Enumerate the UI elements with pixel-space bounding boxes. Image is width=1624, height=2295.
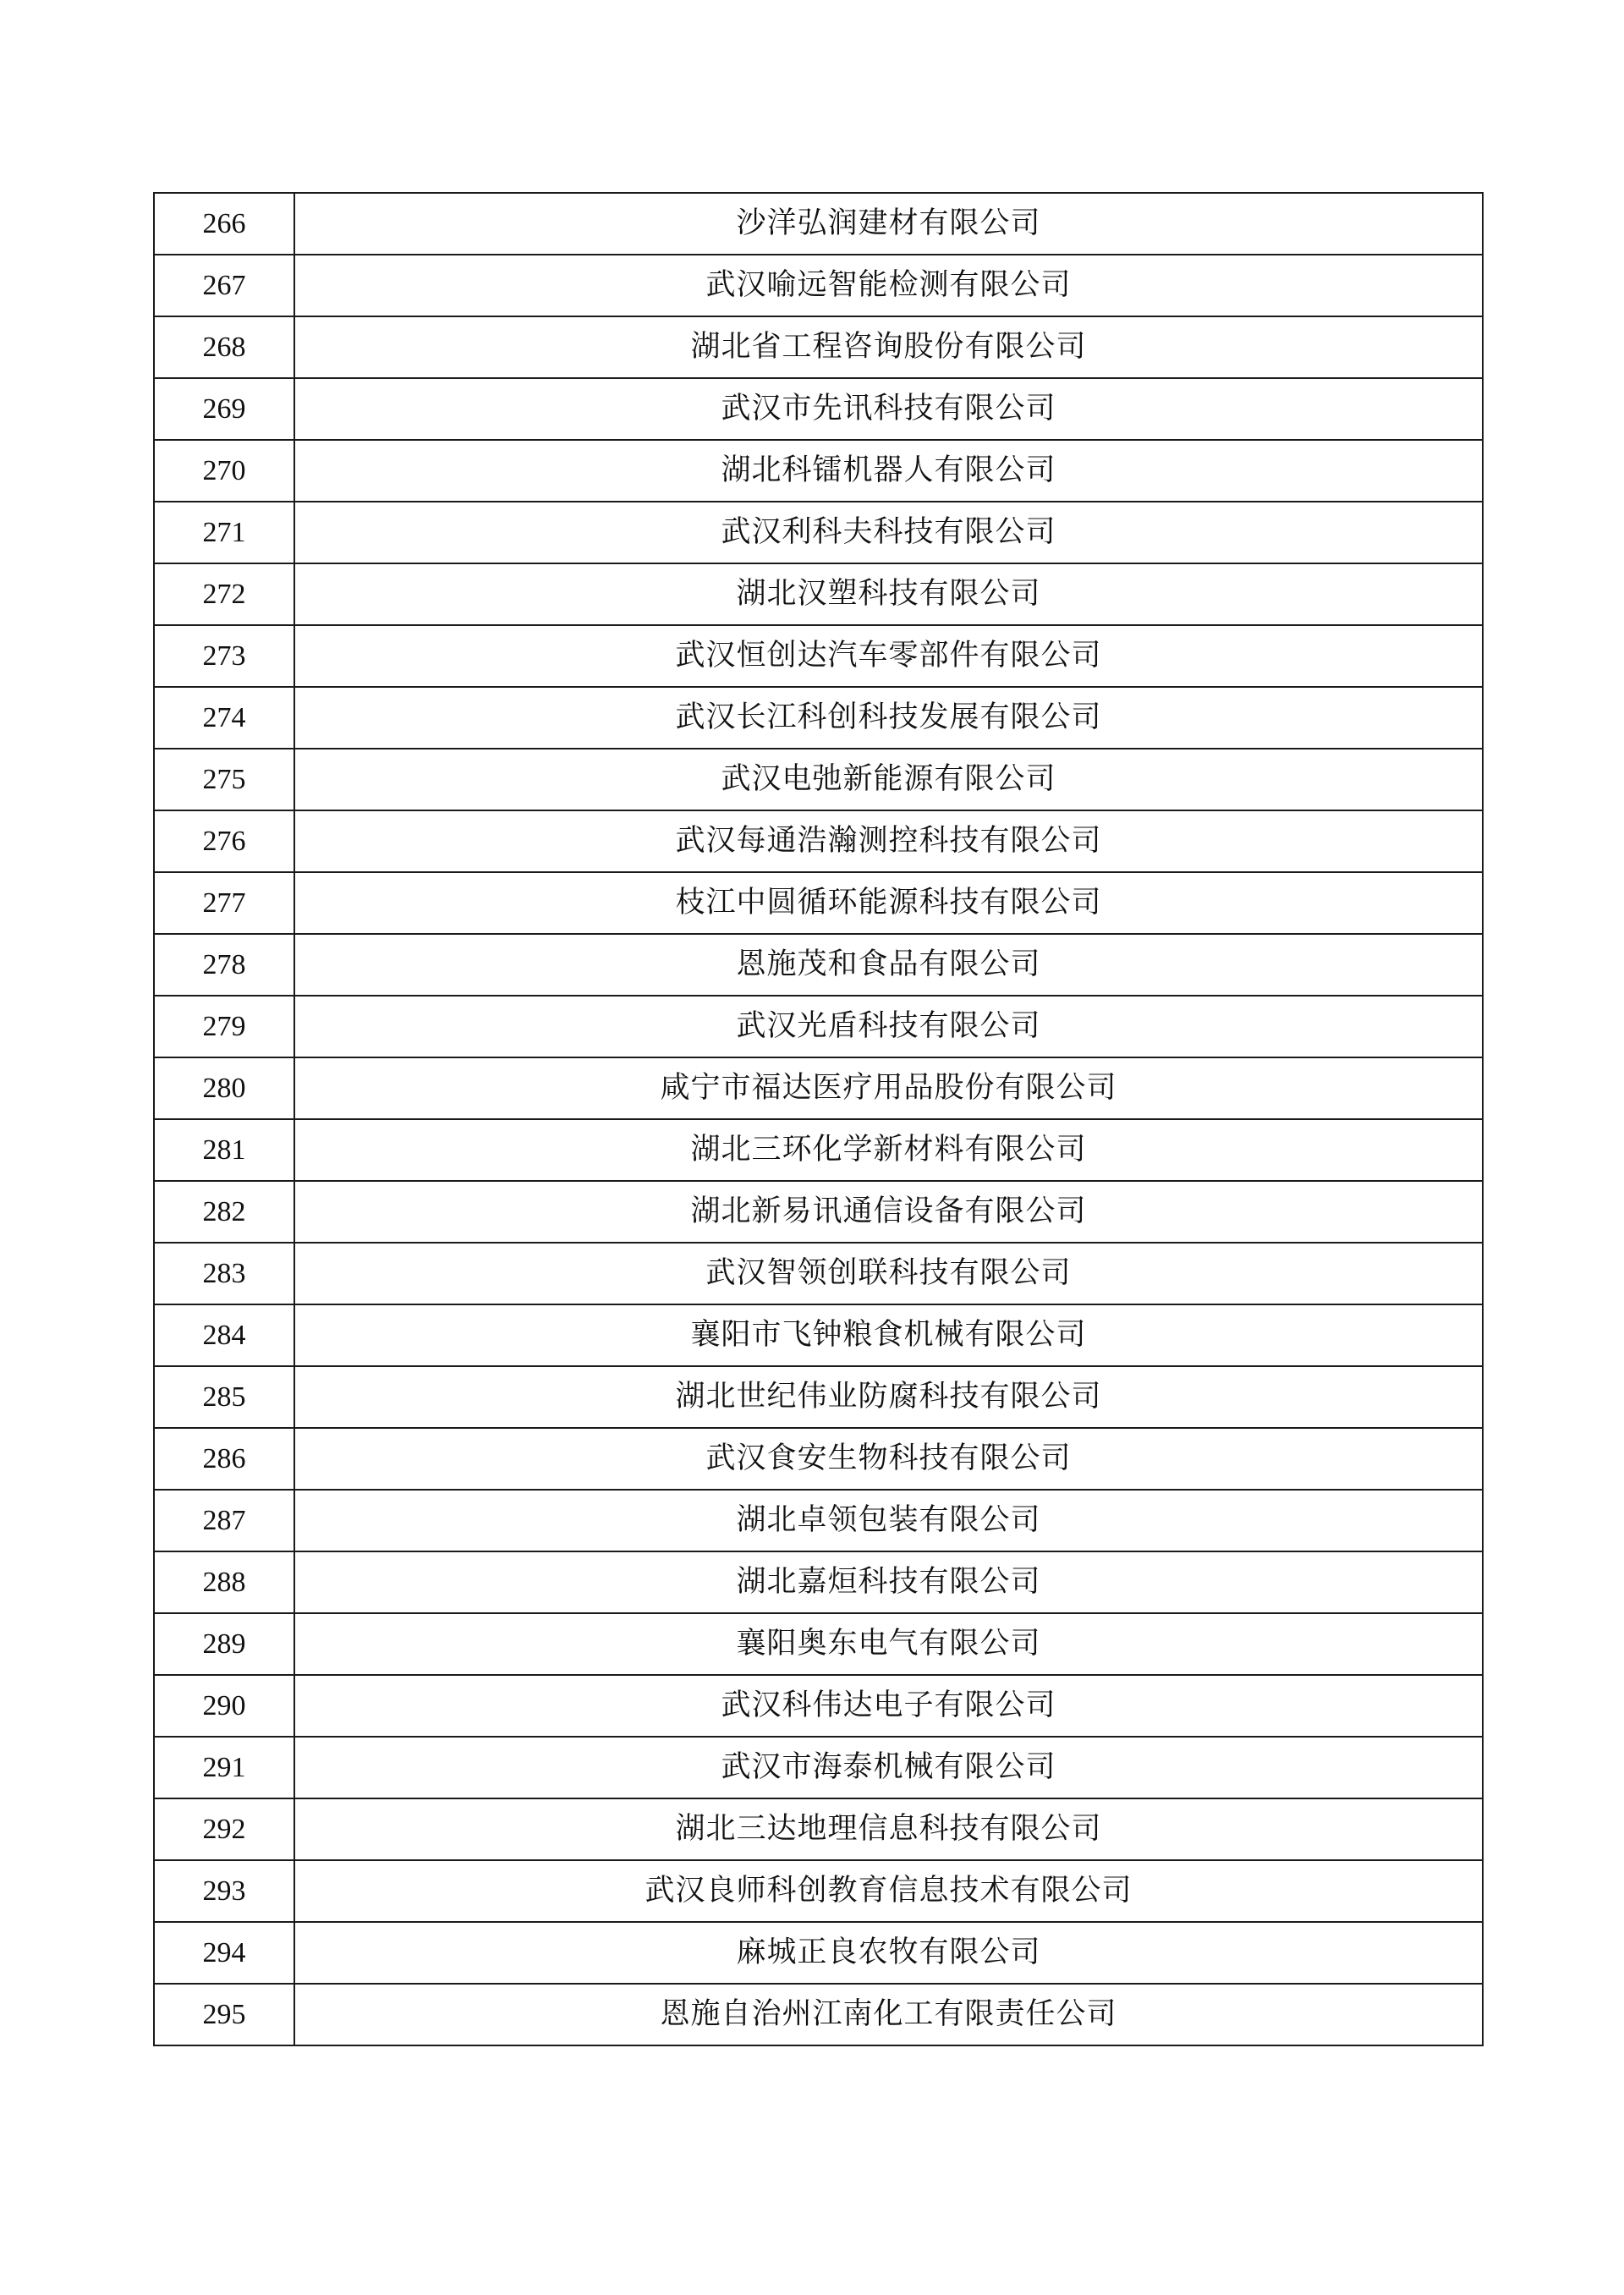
table-row — [154, 749, 1483, 810]
table-row — [154, 255, 1483, 316]
row-number: 285 — [154, 1366, 294, 1428]
table-row — [154, 1613, 1483, 1675]
table-row — [154, 563, 1483, 625]
row-number: 274 — [154, 687, 294, 749]
company-name: 武汉喻远智能检测有限公司 — [294, 255, 1483, 316]
company-name: 枝江中圆循环能源科技有限公司 — [294, 872, 1483, 934]
company-name: 武汉智领创联科技有限公司 — [294, 1243, 1483, 1304]
company-name: 武汉食安生物科技有限公司 — [294, 1428, 1483, 1490]
table-row — [154, 1304, 1483, 1366]
company-name: 襄阳奥东电气有限公司 — [294, 1613, 1483, 1675]
company-name: 武汉利科夫科技有限公司 — [294, 502, 1483, 563]
company-name: 武汉电弛新能源有限公司 — [294, 749, 1483, 810]
row-number: 271 — [154, 502, 294, 563]
company-name: 武汉恒创达汽车零部件有限公司 — [294, 625, 1483, 687]
row-number: 291 — [154, 1737, 294, 1798]
company-name: 武汉长江科创科技发展有限公司 — [294, 687, 1483, 749]
table-row — [154, 1984, 1483, 2045]
company-name: 武汉每通浩瀚测控科技有限公司 — [294, 810, 1483, 872]
row-number: 272 — [154, 563, 294, 625]
row-number: 290 — [154, 1675, 294, 1737]
table-row — [154, 378, 1483, 440]
table-row — [154, 934, 1483, 996]
row-number: 282 — [154, 1181, 294, 1243]
row-number: 277 — [154, 872, 294, 934]
table-row — [154, 1798, 1483, 1860]
row-number: 267 — [154, 255, 294, 316]
table-row — [154, 1057, 1483, 1119]
company-list-table — [153, 192, 1484, 2046]
row-number: 294 — [154, 1922, 294, 1984]
row-number: 288 — [154, 1551, 294, 1613]
company-name: 恩施自治州江南化工有限责任公司 — [294, 1984, 1483, 2045]
table-row — [154, 1737, 1483, 1798]
table-row — [154, 1860, 1483, 1922]
company-name: 武汉市先讯科技有限公司 — [294, 378, 1483, 440]
table-row — [154, 1551, 1483, 1613]
table-row — [154, 440, 1483, 502]
table-row — [154, 810, 1483, 872]
row-number: 295 — [154, 1984, 294, 2045]
table-row — [154, 1675, 1483, 1737]
table-row — [154, 687, 1483, 749]
company-name: 湖北嘉烜科技有限公司 — [294, 1551, 1483, 1613]
company-name: 襄阳市飞钟粮食机械有限公司 — [294, 1304, 1483, 1366]
company-name: 恩施茂和食品有限公司 — [294, 934, 1483, 996]
row-number: 284 — [154, 1304, 294, 1366]
company-name: 麻城正良农牧有限公司 — [294, 1922, 1483, 1984]
company-name: 武汉良师科创教育信息技术有限公司 — [294, 1860, 1483, 1922]
row-number: 268 — [154, 316, 294, 378]
table-row — [154, 1366, 1483, 1428]
row-number: 266 — [154, 193, 294, 255]
company-name: 湖北科镭机器人有限公司 — [294, 440, 1483, 502]
row-number: 293 — [154, 1860, 294, 1922]
row-number: 270 — [154, 440, 294, 502]
row-number: 275 — [154, 749, 294, 810]
table-row — [154, 1428, 1483, 1490]
company-name: 湖北汉塑科技有限公司 — [294, 563, 1483, 625]
row-number: 269 — [154, 378, 294, 440]
company-name: 湖北卓领包装有限公司 — [294, 1490, 1483, 1551]
row-number: 286 — [154, 1428, 294, 1490]
company-name: 沙洋弘润建材有限公司 — [294, 193, 1483, 255]
table-row — [154, 1181, 1483, 1243]
company-name: 湖北省工程咨询股份有限公司 — [294, 316, 1483, 378]
company-name: 湖北三达地理信息科技有限公司 — [294, 1798, 1483, 1860]
company-name: 湖北新易讯通信设备有限公司 — [294, 1181, 1483, 1243]
row-number: 281 — [154, 1119, 294, 1181]
table-row — [154, 1243, 1483, 1304]
table-row — [154, 502, 1483, 563]
row-number: 276 — [154, 810, 294, 872]
company-name: 湖北世纪伟业防腐科技有限公司 — [294, 1366, 1483, 1428]
row-number: 283 — [154, 1243, 294, 1304]
row-number: 273 — [154, 625, 294, 687]
table-row — [154, 872, 1483, 934]
company-name: 武汉科伟达电子有限公司 — [294, 1675, 1483, 1737]
row-number: 280 — [154, 1057, 294, 1119]
row-number: 289 — [154, 1613, 294, 1675]
table-row — [154, 193, 1483, 255]
company-name: 武汉市海泰机械有限公司 — [294, 1737, 1483, 1798]
table-row — [154, 1922, 1483, 1984]
company-name: 武汉光盾科技有限公司 — [294, 996, 1483, 1057]
company-name: 湖北三环化学新材料有限公司 — [294, 1119, 1483, 1181]
table-row — [154, 625, 1483, 687]
row-number: 292 — [154, 1798, 294, 1860]
row-number: 287 — [154, 1490, 294, 1551]
row-number: 278 — [154, 934, 294, 996]
table-row — [154, 996, 1483, 1057]
table-row — [154, 1119, 1483, 1181]
table-row — [154, 1490, 1483, 1551]
table-row — [154, 316, 1483, 378]
company-name: 咸宁市福达医疗用品股份有限公司 — [294, 1057, 1483, 1119]
company-list-body — [154, 193, 1483, 2045]
row-number: 279 — [154, 996, 294, 1057]
